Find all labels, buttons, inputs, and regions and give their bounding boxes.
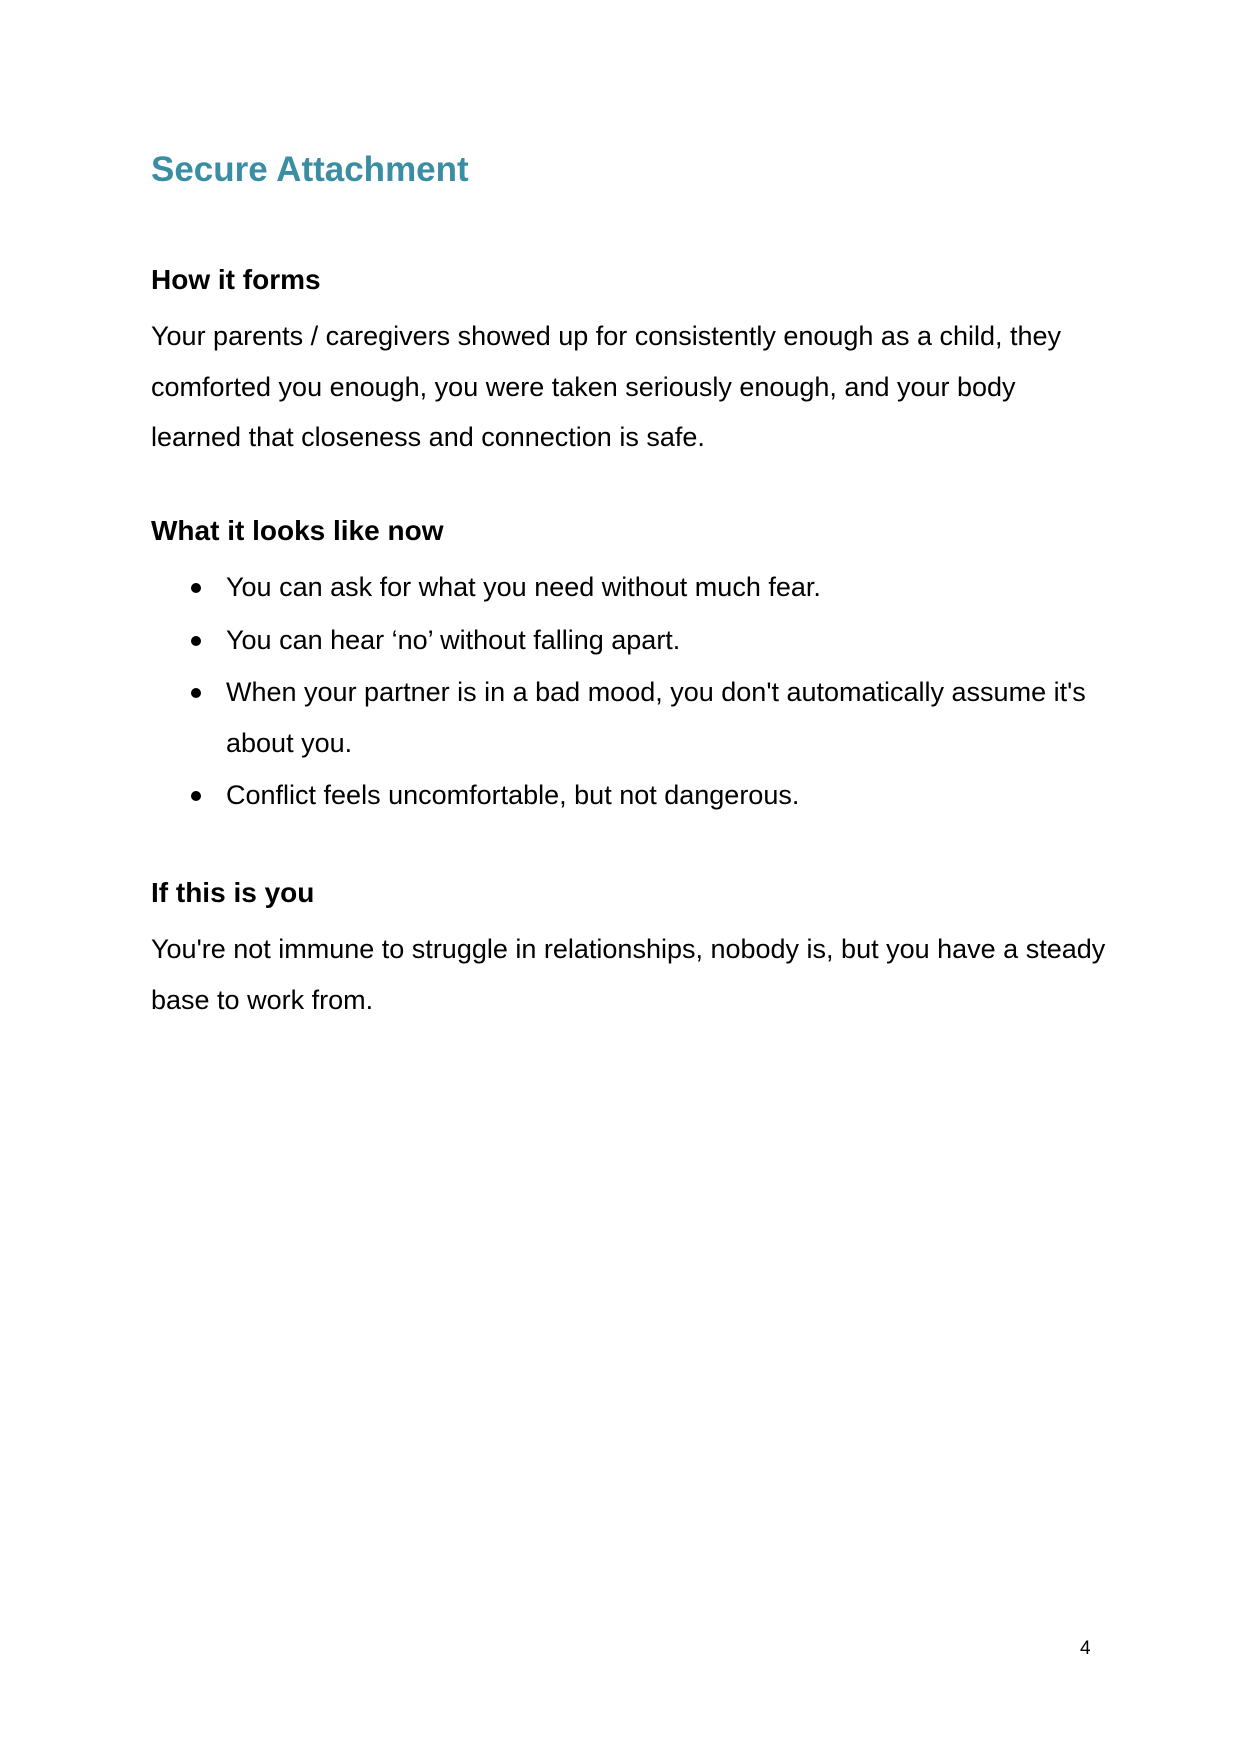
bullet-list — [151, 562, 1111, 821]
list-item-text: You can hear ‘no’ without falling apart. — [226, 624, 681, 655]
section-heading: If this is you — [151, 877, 315, 908]
list-item — [151, 770, 1111, 821]
section-body: You're not immune to struggle in relationships, nobody is, but you have a steady base to work from. — [151, 934, 1106, 1015]
section-heading: What it looks like now — [151, 515, 444, 546]
bullet-icon — [191, 636, 201, 646]
page-title: Secure Attachment — [151, 150, 469, 189]
bullet-icon — [191, 583, 201, 593]
section-what-it-looks-like — [151, 514, 1111, 823]
bullet-icon — [191, 791, 201, 801]
list-item — [151, 667, 1111, 768]
section-body: Your parents / caregivers showed up for consistently enough as a child, they comforted you enough, you were taken seriously enough, and your body learned that closeness and connection is safe. — [151, 321, 1062, 452]
list-item-text: Conflict feels uncomfortable, but not dangerous. — [226, 780, 800, 810]
list-item — [151, 562, 1111, 613]
list-item — [151, 615, 1111, 666]
section-heading: How it forms — [151, 264, 321, 295]
bullet-icon — [191, 688, 201, 698]
page-number: 4 — [1080, 1638, 1091, 1659]
section-how-it-forms — [151, 263, 1111, 463]
section-if-this-is-you — [151, 876, 1111, 1025]
list-item-text: You can ask for what you need without much fear. — [226, 572, 821, 602]
list-item-text: When your partner is in a bad mood, you don't automatically assume it's about you. — [226, 677, 1086, 758]
